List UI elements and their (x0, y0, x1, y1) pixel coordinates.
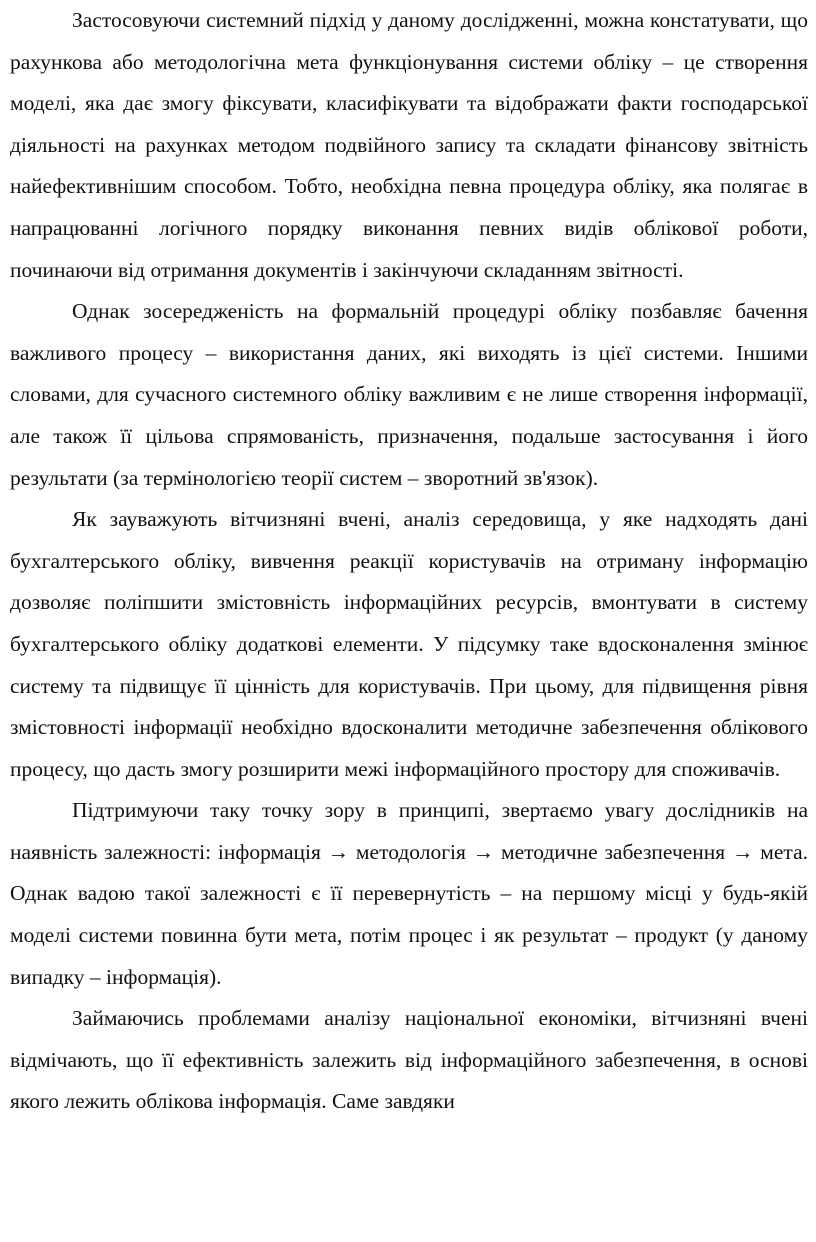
paragraph-dependency-chain: Підтримуючи таку точку зору в принципі, звертаємо увагу дослідників на наявність залежності: інформація → методологія → методичне забезпечення → мета. Однак вадою такої залежності є її перевернутість – на першому місці у будь-якій моделі системи повинна бути мета, потім процес і як результат – продукт (у даному випадку – інформація). (10, 798, 808, 989)
document-page (10, 0, 808, 1123)
paragraph-system-approach: Застосовуючи системний підхід у даному дослідженні, можна констатувати, що рахункова або методологічна мета функціонування системи обліку – це створення моделі, яка дає змогу фіксувати, класифікувати та відображати факти господарської діяльності на рахунках методом подвійного запису та складати фінансову звітність найефективнішим способом. Тобто, необхідна певна процедура обліку, яка полягає в напрацюванні логічного порядку виконання певних видів облікової роботи, починаючи від отримання документів і закінчуючи складанням звітності. (10, 8, 808, 282)
paragraph-formal-procedure: Однак зосередженість на формальній процедурі обліку позбавляє бачення важливого процесу – використання даних, які виходять із цієї системи. Іншими словами, для сучасного системного обліку важливим є не лише створення інформації, але також її цільова спрямованість, призначення, подальше застосування і його результати (за термінологією теорії систем – зворотний зв'язок). (10, 299, 808, 490)
paragraph-environment-analysis: Як зауважують вітчизняні вчені, аналіз середовища, у яке надходять дані бухгалтерського обліку, вивчення реакції користувачів на отриману інформацію дозволяє поліпшити змістовність інформаційних ресурсів, вмонтувати в систему бухгалтерського обліку додаткові елементи. У підсумку таке вдосконалення змінює систему та підвищує її цінність для користувачів. При цьому, для підвищення рівня змістовності інформації необхідно вдосконалити методичне забезпечення облікового процесу, що дасть змогу розширити межі інформаційного простору для споживачів. (10, 507, 808, 781)
paragraph-national-economy: Займаючись проблемами аналізу національної економіки, вітчизняні вчені відмічають, що її ефективність залежить від інформаційного забезпечення, в основі якого лежить облікова інформація. Саме завдяки (10, 1006, 808, 1114)
